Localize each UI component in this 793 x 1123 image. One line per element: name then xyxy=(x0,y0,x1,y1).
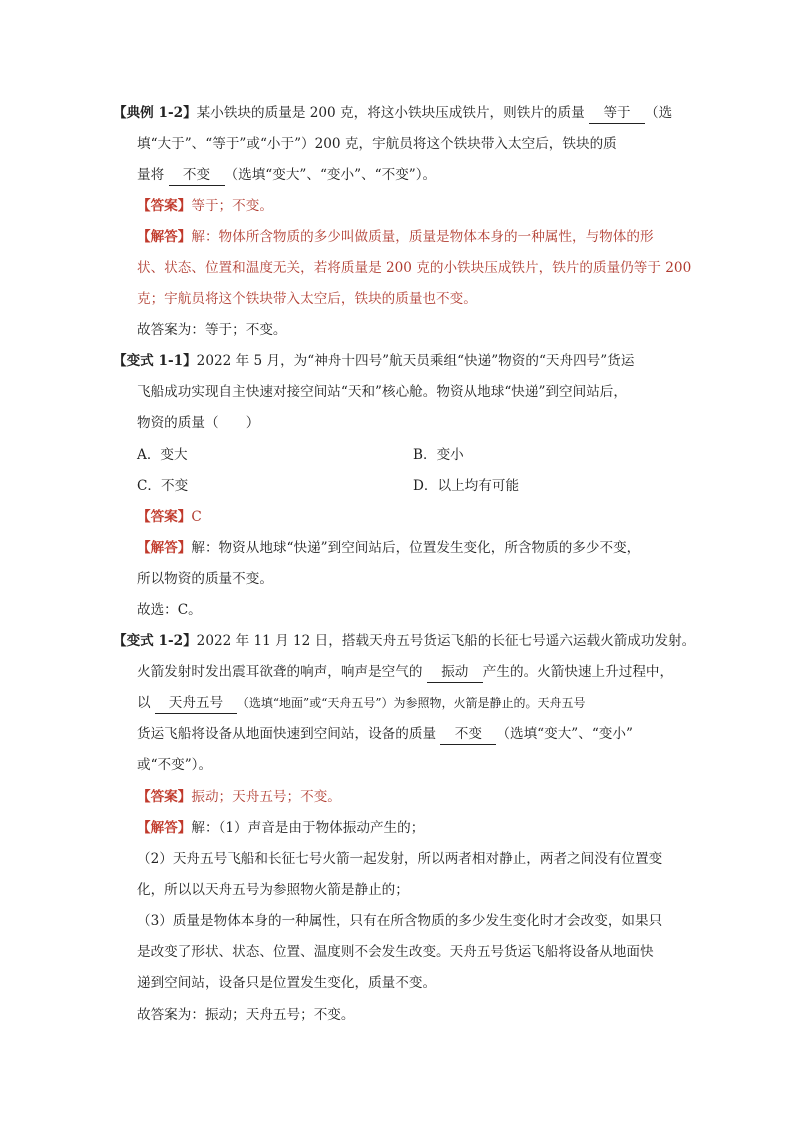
variant-1-2-line-4: 货运飞船将设备从地面快速到空间站，设备的质量 不变 （选填“变大”、“变小” xyxy=(137,724,633,745)
analysis-line-2: （2）天舟五号飞船和长征七号火箭一起发射，所以两者相对静止，两者之间没有位置变 xyxy=(137,851,663,867)
answer-tag: 【答案】 xyxy=(137,509,192,525)
analysis-line-4: （3）质量是物体本身的一种属性，只有在所含物质的多少发生变化时才会改变，如果只 xyxy=(137,913,663,929)
variant-1-2-line-3: 以 天舟五号 （选填“地面”或“天舟五号”）为参照物，火箭是静止的。天舟五号 xyxy=(137,693,585,714)
variant-1-1-line-2: 飞船成功实现自主快速对接空间站“天和”核心舱。物资从地球“快递”到空间站后， xyxy=(137,384,627,400)
analysis-line-1: 【解答】解：物体所含物质的多少叫做质量，质量是物体本身的一种属性，与物体的形 xyxy=(137,229,654,245)
answer-text: 振动；天舟五号；不变。 xyxy=(191,789,341,805)
answer-blank: 等于 xyxy=(589,103,645,124)
answer-line xyxy=(137,787,341,807)
answer-text: 等于；不变。 xyxy=(191,198,273,214)
option-b: B．变小 xyxy=(413,447,464,463)
answer-tag: 【答案】 xyxy=(137,789,192,805)
analysis-line-3: 克；宇航员将这个铁块带入太空后，铁块的质量也不变。 xyxy=(137,291,477,307)
option-d: D．以上均有可能 xyxy=(413,478,520,494)
analysis-line-1: 【解答】解：物资从地球“快递”到空间站后，位置发生变化，所含物质的多少不变， xyxy=(137,540,641,556)
answer-text: C xyxy=(191,509,202,525)
example-1-2-line-1: 【典例 1-2】某小铁块的质量是 200 克，将这小铁块压成铁片，则铁片的质量 等于 （选 xyxy=(113,103,672,124)
analysis-tag: 【解答】 xyxy=(137,229,192,245)
answer-blank: 不变 xyxy=(169,165,225,186)
answer-tag: 【答案】 xyxy=(137,198,192,214)
option-c: C．不变 xyxy=(137,478,189,494)
analysis-line-6: 递到空间站，设备只是位置发生变化，质量不变。 xyxy=(137,975,437,991)
example-1-2-line-2: 填“大于”、“等于”或“小于”）200 克，宇航员将这个铁块带入太空后，铁块的质 xyxy=(137,136,617,152)
answer-line xyxy=(137,507,202,527)
variant-1-1-line-3: 物资的质量（ ） xyxy=(137,415,260,431)
variant-tag: 【变式 1-2】 xyxy=(113,633,197,649)
analysis-line-2: 所以物资的质量不变。 xyxy=(137,571,273,587)
variant-1-2-line-1: 【变式 1-2】2022 年 11 月 12 日，搭载天舟五号货运飞船的长征七号遥六运载火箭成功发射。 xyxy=(113,633,696,649)
option-a: A．变大 xyxy=(137,447,188,463)
example-tag: 【典例 1-2】 xyxy=(113,105,197,121)
example-1-2-line-3: 量将 不变 （选填“变大”、“变小”、“不变”）。 xyxy=(137,165,436,186)
variant-1-2-line-2: 火箭发射时发出震耳欲聋的响声，响声是空气的 振动 产生的。火箭快速上升过程中， xyxy=(137,662,673,683)
analysis-line-1: 【解答】解：（1）声音是由于物体振动产生的； xyxy=(137,820,425,836)
answer-blank: 振动 xyxy=(427,662,483,683)
answer-blank: 天舟五号 xyxy=(155,693,237,714)
final-answer: 故答案为：等于；不变。 xyxy=(137,322,287,338)
analysis-line-2: 状、状态、位置和温度无关，若将质量是 200 克的小铁块压成铁片，铁片的质量仍等于 200 xyxy=(137,260,692,276)
final-answer: 故答案为：振动；天舟五号；不变。 xyxy=(137,1007,355,1023)
analysis-line-3: 化，所以以天舟五号为参照物火箭是静止的； xyxy=(137,882,409,898)
variant-1-2-line-5: 或“不变”）。 xyxy=(137,757,213,773)
analysis-line-5: 是改变了形状、状态、位置、温度则不会发生改变。天舟五号货运飞船将设备从地面快 xyxy=(137,944,654,960)
analysis-tag: 【解答】 xyxy=(137,540,192,556)
variant-1-1-line-1: 【变式 1-1】2022 年 5 月，为“神舟十四号”航天员乘组“快递”物资的“天舟四号”货运 xyxy=(113,353,635,369)
analysis-tag: 【解答】 xyxy=(137,820,192,836)
answer-line xyxy=(137,196,273,216)
final-answer: 故选：C。 xyxy=(137,602,202,618)
answer-blank: 不变 xyxy=(440,724,496,745)
variant-tag: 【变式 1-1】 xyxy=(113,353,197,369)
